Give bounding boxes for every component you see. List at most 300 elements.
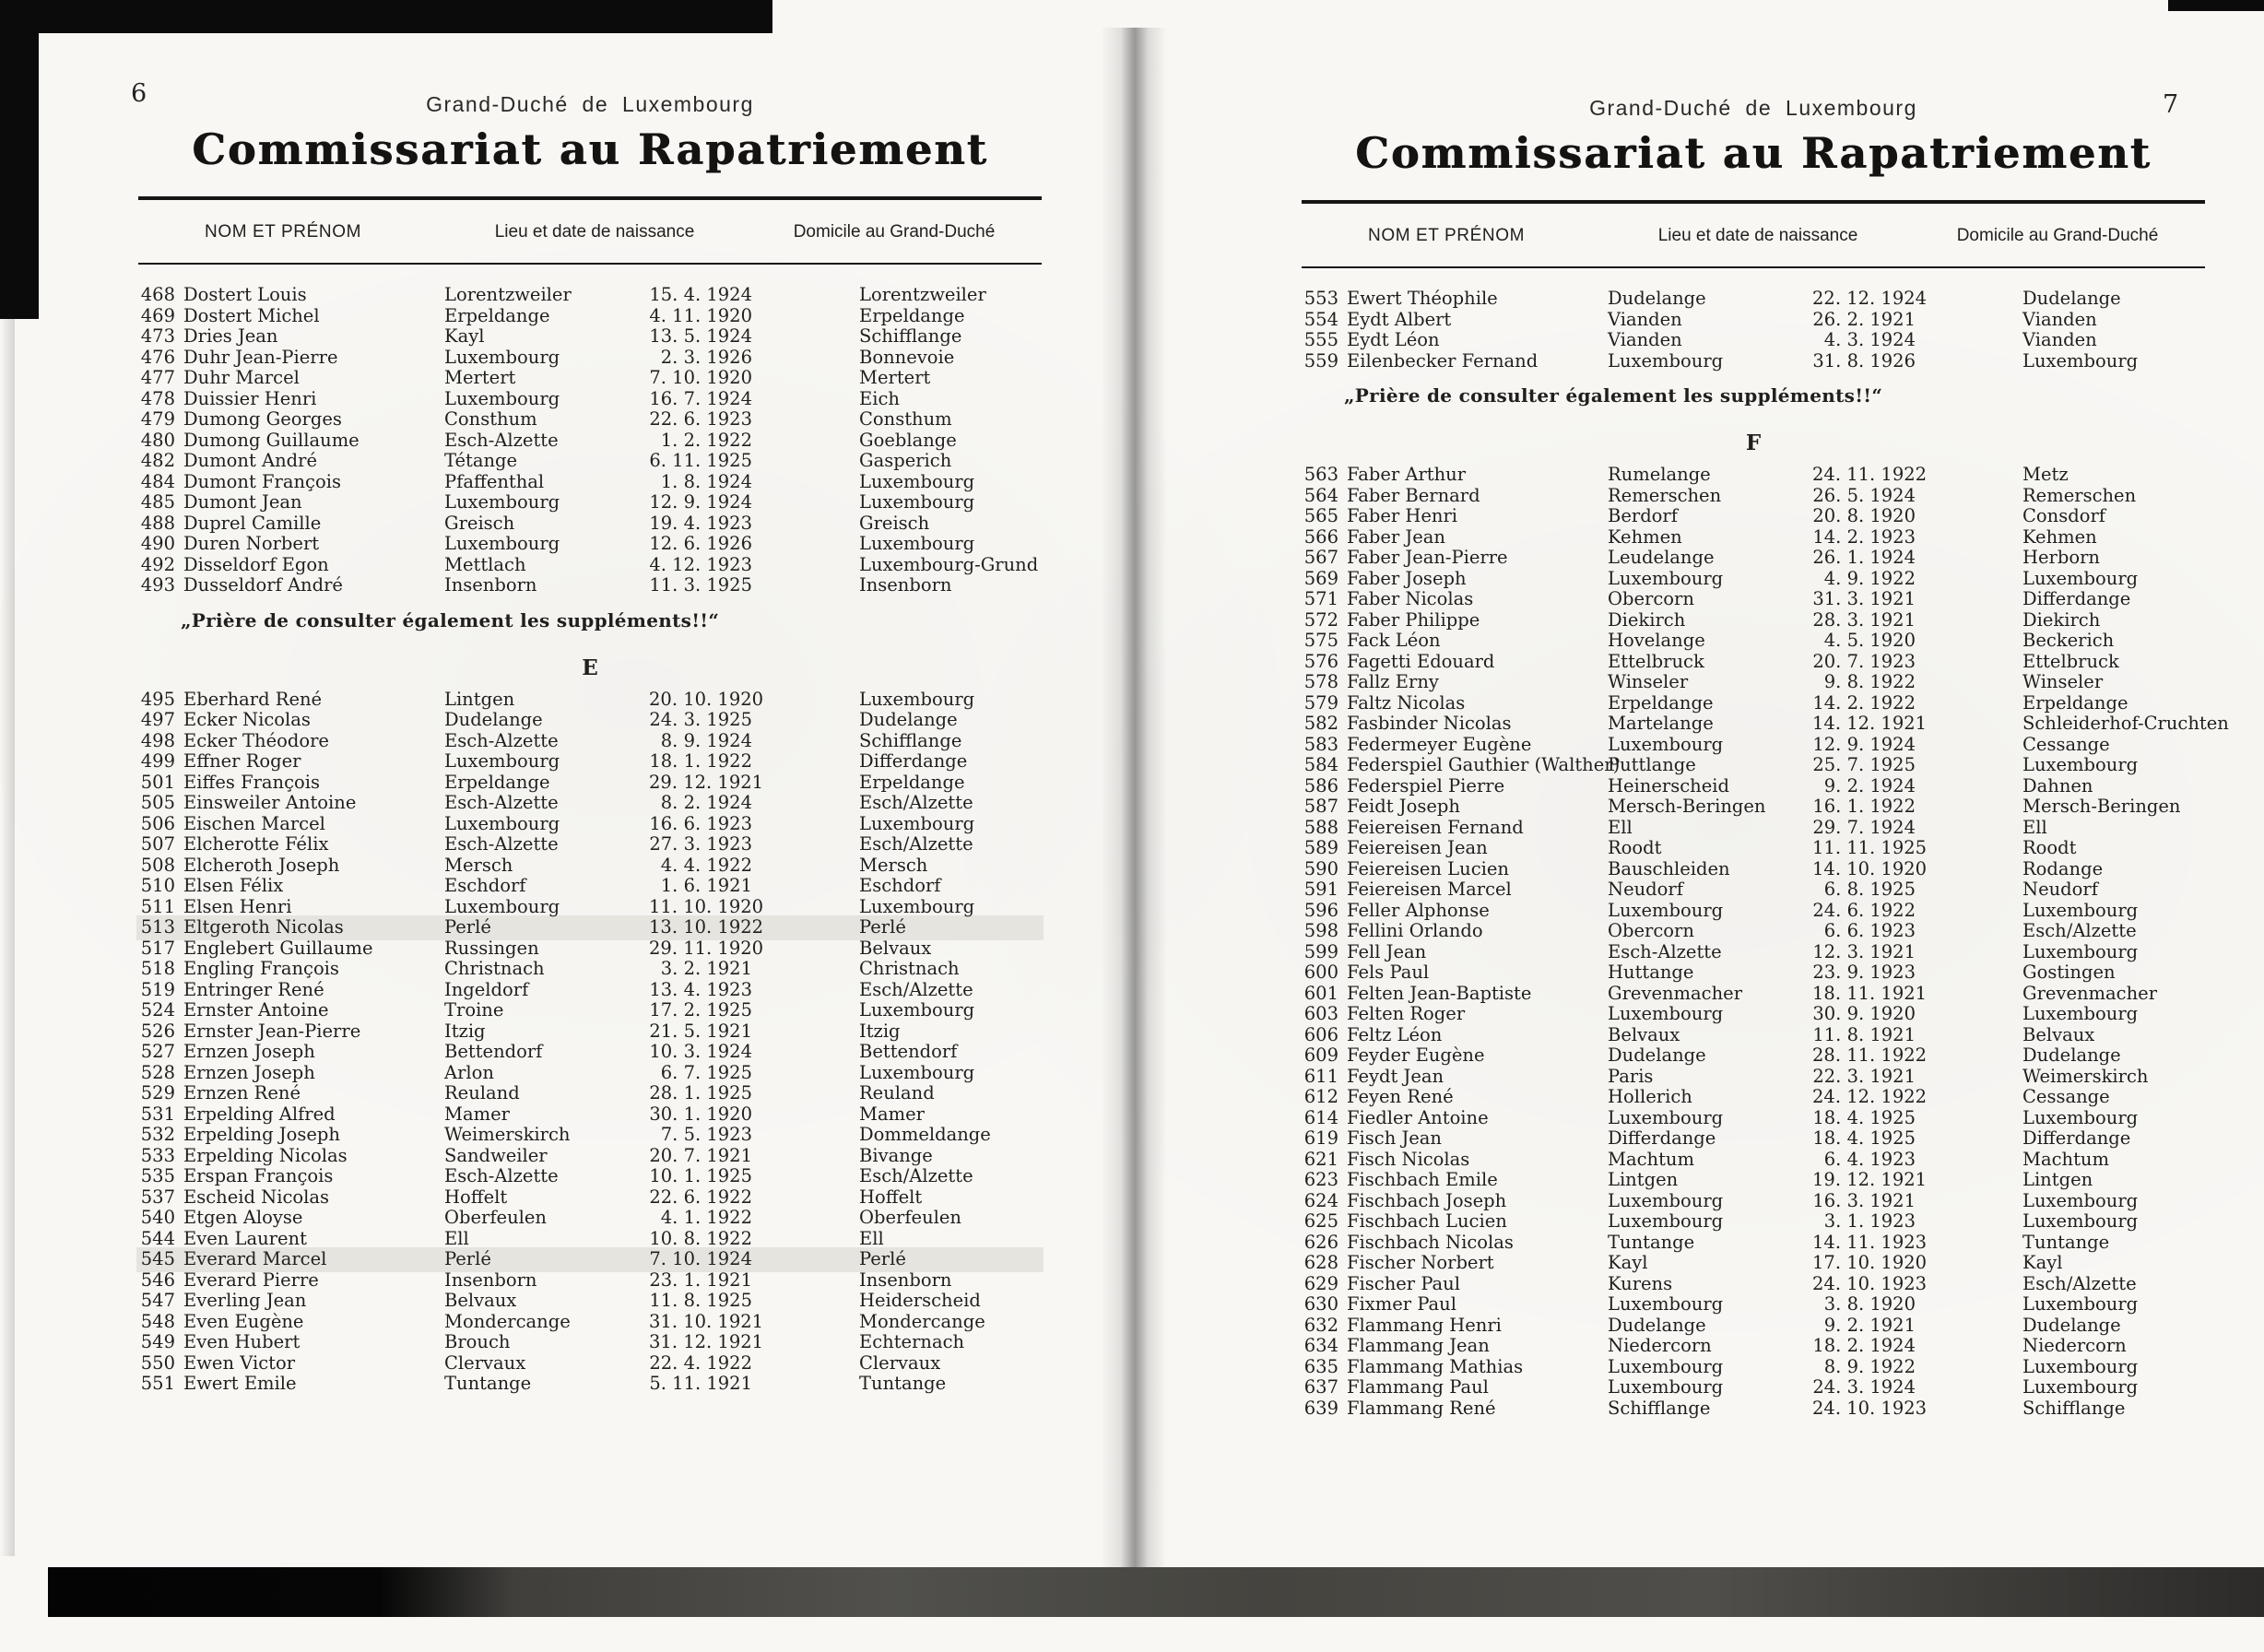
cell-date: 23. 1. 1921 <box>649 1268 752 1291</box>
cell-dom: Differdange <box>859 750 968 772</box>
cell-place: Hovelange <box>1608 630 1705 651</box>
cell-num: 590 <box>1303 857 1338 879</box>
cell-name: Flammang René <box>1347 1397 1496 1419</box>
cell-place: Russingen <box>444 937 539 959</box>
cell-date: 20. 8. 1920 <box>1812 505 1916 526</box>
cell-place: Insenborn <box>444 574 537 596</box>
cell-date: 25. 7. 1925 <box>1812 754 1916 775</box>
table-row <box>1302 506 2205 527</box>
cell-name: Dumont François <box>183 470 341 492</box>
cell-name: Eberhard René <box>183 688 323 710</box>
cell-date: 9. 8. 1922 <box>1823 671 1916 692</box>
cell-dom: Erpeldange <box>2022 691 2128 714</box>
cell-date: 26. 2. 1921 <box>1812 308 1916 330</box>
cell-place: Luxembourg <box>444 895 560 917</box>
cell-dom: Schifflange <box>859 325 962 347</box>
cell-name: Elsen Félix <box>183 875 284 896</box>
table-row <box>138 472 1042 493</box>
table-row <box>138 513 1042 535</box>
cell-place: Mertert <box>444 367 516 388</box>
cell-date: 1. 6. 1921 <box>660 875 752 896</box>
cell-name: Duhr Marcel <box>183 367 300 388</box>
table-body <box>138 265 1042 1395</box>
cell-date: 27. 3. 1923 <box>649 833 752 855</box>
cell-num: 603 <box>1303 1003 1338 1024</box>
cell-date: 26. 5. 1924 <box>1812 484 1916 506</box>
scan-artifact-top <box>0 0 772 33</box>
table-row <box>1302 1087 2205 1108</box>
cell-place: Dudelange <box>444 709 543 730</box>
table-row <box>1302 879 2205 901</box>
cell-name: Ewert Théophile <box>1347 288 1498 309</box>
cell-place: Luxembourg <box>1608 1210 1724 1232</box>
cell-dom: Lorentzweiler <box>859 284 986 305</box>
cell-date: 11. 10. 1920 <box>649 895 764 917</box>
cell-dom: Luxembourg <box>2022 1210 2139 1232</box>
cell-name: Ernzen Joseph <box>183 1041 315 1062</box>
cell-name: Engling François <box>183 958 339 979</box>
cell-date: 14. 2. 1923 <box>1812 525 1916 548</box>
cell-dom: Luxembourg <box>859 688 975 710</box>
cell-name: Feidt Joseph <box>1347 796 1460 817</box>
cell-dom: Ell <box>2022 816 2047 838</box>
cell-dom: Goeblange <box>859 429 957 451</box>
cell-num: 540 <box>140 1207 175 1228</box>
cell-num: 564 <box>1303 484 1338 506</box>
cell-num: 537 <box>140 1186 175 1208</box>
supplements-note: „Prière de consulter également les suppléments!!“ <box>1344 384 1883 407</box>
cell-dom: Dudelange <box>2022 288 2121 309</box>
cell-name: Ecker Nicolas <box>183 709 311 730</box>
cell-name: Feiereisen Lucien <box>1347 857 1509 879</box>
cell-num: 473 <box>140 325 175 347</box>
cell-name: Eilenbecker Fernand <box>1347 349 1539 372</box>
cell-name: Dostert Michel <box>183 304 320 326</box>
cell-num: 555 <box>1303 329 1338 350</box>
cell-num: 507 <box>140 833 175 855</box>
cell-place: Arlon <box>444 1061 494 1083</box>
cell-dom: Erpeldange <box>859 771 965 793</box>
cell-name: Faber Henri <box>1347 505 1458 526</box>
table-row <box>1302 569 2205 590</box>
cell-name: Einsweiler Antoine <box>183 792 357 813</box>
cell-name: Fischbach Joseph <box>1347 1189 1507 1211</box>
cell-place: Kayl <box>444 325 485 347</box>
cell-name: Escheid Nicolas <box>183 1186 330 1208</box>
cell-num: 526 <box>140 1020 175 1042</box>
cell-name: Elsen Henri <box>183 895 292 917</box>
cell-dom: Neudorf <box>2022 879 2098 900</box>
table-row <box>1302 838 2205 859</box>
cell-dom: Mertert <box>859 367 931 388</box>
table-row <box>138 1083 1042 1104</box>
cell-place: Luxembourg <box>1608 1293 1724 1315</box>
cell-place: Dudelange <box>1608 1044 1706 1066</box>
cell-place: Belvaux <box>444 1290 517 1311</box>
cell-place: Puttlange <box>1608 754 1696 775</box>
table-row <box>1302 351 2205 372</box>
table-row <box>1302 962 2205 984</box>
cell-place: Tuntange <box>1608 1231 1695 1253</box>
cell-num: 554 <box>1303 308 1338 330</box>
cell-name: Everard Marcel <box>183 1248 327 1269</box>
cell-name: Fischer Paul <box>1347 1272 1460 1294</box>
cell-date: 14. 11. 1923 <box>1812 1231 1928 1253</box>
table-row <box>1302 1150 2205 1171</box>
table-row <box>138 348 1042 369</box>
cell-dom: Ettelbruck <box>2022 650 2119 672</box>
cell-place: Bauschleiden <box>1608 857 1730 879</box>
cell-dom: Roodt <box>2022 837 2077 858</box>
cell-dom: Itzig <box>859 1020 901 1042</box>
cell-place: Belvaux <box>1608 1023 1680 1045</box>
cell-name: Dumont André <box>183 450 318 471</box>
cell-name: Feller Alphonse <box>1347 899 1490 921</box>
cell-name: Ecker Théodore <box>183 729 329 751</box>
cell-place: Luxembourg <box>1608 733 1724 755</box>
cell-dom: Luxembourg <box>859 491 975 513</box>
cell-dom: Bonnevoie <box>859 346 955 368</box>
book-gutter-shadow <box>1101 28 1167 1567</box>
cell-num: 598 <box>1303 920 1338 941</box>
table-row <box>1302 465 2205 486</box>
cell-date: 10. 3. 1924 <box>649 1041 752 1062</box>
cell-date: 4. 9. 1922 <box>1823 567 1916 589</box>
cell-dom: Dudelange <box>2022 1314 2121 1336</box>
page-number-left: 6 <box>131 79 147 108</box>
table-header <box>1302 200 2205 268</box>
table-row <box>138 1063 1042 1084</box>
cell-num: 524 <box>140 999 175 1021</box>
cell-dom: Luxembourg <box>2022 754 2139 775</box>
table-row <box>138 555 1042 576</box>
cell-place: Luxembourg <box>1608 1003 1724 1024</box>
cell-dom: Eich <box>859 387 900 409</box>
cell-num: 579 <box>1303 691 1338 714</box>
cell-dom: Gostingen <box>2022 962 2116 983</box>
cell-dom: Luxembourg <box>859 895 975 917</box>
cell-place: Luxembourg <box>444 387 560 409</box>
cell-place: Perlé <box>444 916 491 938</box>
cell-place: Vianden <box>1608 308 1682 330</box>
cell-num: 544 <box>140 1227 175 1249</box>
cell-name: Fischbach Lucien <box>1347 1210 1507 1232</box>
cell-date: 7. 5. 1923 <box>660 1124 752 1145</box>
cell-name: Fiedler Antoine <box>1347 1106 1489 1128</box>
cell-date: 4. 3. 1924 <box>1823 329 1916 350</box>
cell-place: Ettelbruck <box>1608 650 1704 672</box>
cell-date: 20. 7. 1921 <box>649 1144 752 1166</box>
cell-num: 493 <box>140 574 175 596</box>
cell-num: 548 <box>140 1310 175 1332</box>
cell-date: 29. 11. 1920 <box>649 937 764 959</box>
table-row <box>1302 527 2205 549</box>
cell-date: 11. 8. 1921 <box>1812 1023 1916 1045</box>
cell-date: 24. 10. 1923 <box>1812 1272 1928 1294</box>
cell-dom: Schifflange <box>859 729 962 751</box>
cell-name: Fellini Orlando <box>1347 920 1483 941</box>
cell-place: Rumelange <box>1608 464 1711 485</box>
cell-place: Paris <box>1608 1065 1654 1087</box>
cell-num: 606 <box>1303 1023 1338 1045</box>
scan-artifact-left <box>0 0 39 319</box>
cell-place: Remerschen <box>1608 484 1722 506</box>
cell-num: 510 <box>140 875 175 896</box>
column-header-nom: NOM ET PRÉNOM <box>205 222 362 242</box>
cell-num: 600 <box>1303 962 1338 983</box>
cell-dom: Luxembourg-Grund <box>859 553 1039 575</box>
table-row <box>138 409 1042 431</box>
cell-num: 498 <box>140 729 175 751</box>
cell-num: 478 <box>140 387 175 409</box>
table-row <box>138 534 1042 555</box>
table-row <box>1302 330 2205 351</box>
cell-place: Consthum <box>444 408 537 430</box>
cell-place: Greisch <box>444 512 515 534</box>
cell-num: 490 <box>140 533 175 554</box>
cell-num: 497 <box>140 709 175 730</box>
cell-place: Luxembourg <box>1608 1376 1724 1398</box>
cell-num: 484 <box>140 470 175 492</box>
table-row <box>138 306 1042 327</box>
cell-dom: Insenborn <box>859 574 952 596</box>
cell-dom: Reuland <box>859 1082 935 1103</box>
cell-date: 3. 2. 1921 <box>660 958 752 979</box>
cell-num: 572 <box>1303 608 1338 631</box>
cell-name: Flammang Jean <box>1347 1335 1490 1356</box>
cell-name: Erpelding Nicolas <box>183 1144 348 1166</box>
cell-dom: Greisch <box>859 512 930 534</box>
table-row <box>1302 672 2205 693</box>
cell-date: 31. 10. 1921 <box>649 1310 764 1332</box>
cell-num: 527 <box>140 1041 175 1062</box>
table-row <box>1302 1128 2205 1150</box>
cell-num: 479 <box>140 408 175 430</box>
cell-place: Eschdorf <box>444 875 526 896</box>
cell-date: 22. 6. 1923 <box>649 408 752 430</box>
table-row <box>138 1270 1042 1292</box>
table-row <box>138 1249 1042 1270</box>
cell-date: 31. 3. 1921 <box>1812 588 1916 609</box>
cell-place: Luxembourg <box>444 346 560 368</box>
cell-date: 5. 11. 1921 <box>649 1373 752 1394</box>
cell-name: Eischen Marcel <box>183 812 325 834</box>
cell-place: Vianden <box>1608 329 1682 350</box>
table-row <box>1302 1108 2205 1129</box>
scan-artifact-bottom <box>48 1567 2264 1617</box>
cell-dom: Luxembourg <box>2022 1106 2139 1128</box>
table-row <box>1302 796 2205 818</box>
cell-num: 488 <box>140 512 175 534</box>
cell-dom: Eschdorf <box>859 875 941 896</box>
table-row <box>138 1332 1042 1353</box>
table-row <box>138 1166 1042 1187</box>
cell-name: Eydt Léon <box>1347 329 1440 350</box>
page-title: Commissariat au Rapatriement <box>1355 128 2152 178</box>
cell-num: 634 <box>1303 1335 1338 1356</box>
cell-dom: Oberfeulen <box>859 1207 961 1228</box>
cell-place: Obercorn <box>1608 588 1694 609</box>
cell-place: Dudelange <box>1608 288 1706 309</box>
cell-date: 28. 1. 1925 <box>649 1082 752 1103</box>
page-number-right: 7 <box>2163 90 2179 119</box>
cell-dom: Weimerskirch <box>2022 1065 2149 1087</box>
column-header-domicile: Domicile au Grand-Duché <box>1956 226 2159 245</box>
cell-name: Fisch Jean <box>1347 1127 1442 1149</box>
register-table <box>138 196 1042 1395</box>
table-row <box>138 368 1042 389</box>
cell-num: 495 <box>140 688 175 710</box>
cell-date: 18. 2. 1924 <box>1812 1335 1916 1356</box>
cell-num: 476 <box>140 346 175 368</box>
table-row <box>138 710 1042 731</box>
cell-name: Dumont Jean <box>183 491 302 513</box>
table-row <box>1302 1377 2205 1398</box>
cell-place: Differdange <box>1608 1127 1716 1149</box>
table-row <box>1302 1253 2205 1274</box>
cell-date: 7. 10. 1924 <box>649 1248 752 1269</box>
cell-num: 587 <box>1303 796 1338 817</box>
table-row <box>138 575 1042 596</box>
table-row <box>138 1187 1042 1209</box>
cell-dom: Luxembourg <box>859 470 975 492</box>
table-row <box>1302 818 2205 839</box>
cell-date: 18. 4. 1925 <box>1812 1106 1916 1128</box>
table-row <box>138 876 1042 897</box>
cell-name: Fasbinder Nicolas <box>1347 713 1512 734</box>
table-row <box>1302 1233 2205 1254</box>
cell-dom: Luxembourg <box>2022 899 2139 921</box>
table-row <box>138 814 1042 835</box>
cell-num: 635 <box>1303 1355 1338 1377</box>
cell-place: Luxembourg <box>1608 899 1724 921</box>
cell-num: 546 <box>140 1268 175 1291</box>
cell-name: Eiffes François <box>183 771 321 793</box>
cell-name: Faber Bernard <box>1347 484 1480 506</box>
table-row <box>138 1208 1042 1229</box>
cell-dom: Luxembourg <box>2022 567 2139 589</box>
cell-date: 24. 10. 1923 <box>1812 1397 1928 1419</box>
cell-dom: Differdange <box>2022 588 2131 609</box>
cell-place: Esch-Alzette <box>444 792 559 813</box>
cell-place: Tétange <box>444 450 518 471</box>
table-row <box>1302 1274 2205 1295</box>
cell-name: Entringer René <box>183 978 324 1000</box>
cell-name: Feiereisen Marcel <box>1347 879 1512 900</box>
table-row <box>1302 652 2205 673</box>
cell-date: 14. 2. 1922 <box>1812 691 1916 714</box>
cell-num: 632 <box>1303 1314 1338 1336</box>
cell-date: 28. 11. 1922 <box>1812 1044 1928 1066</box>
cell-date: 23. 9. 1923 <box>1812 962 1916 983</box>
cell-name: Faber Jean-Pierre <box>1347 547 1508 568</box>
cell-num: 584 <box>1303 754 1338 775</box>
cell-date: 20. 7. 1923 <box>1812 650 1916 672</box>
cell-place: Niedercorn <box>1608 1335 1712 1356</box>
cell-place: Luxembourg <box>444 750 560 772</box>
cell-place: Erpeldange <box>444 771 550 793</box>
cell-num: 518 <box>140 958 175 979</box>
cell-dom: Belvaux <box>859 937 932 959</box>
table-row <box>1302 859 2205 880</box>
cell-name: Flammang Mathias <box>1347 1355 1524 1377</box>
cell-dom: Schleiderhof-Cruchten <box>2022 713 2229 734</box>
table-row <box>1302 1067 2205 1088</box>
page-title: Commissariat au Rapatriement <box>192 124 988 174</box>
cell-dom: Tuntange <box>2022 1231 2110 1253</box>
cell-name: Dostert Louis <box>183 284 307 305</box>
cell-num: 628 <box>1303 1252 1338 1273</box>
cell-dom: Dahnen <box>2022 774 2093 796</box>
cell-place: Mondercange <box>444 1310 571 1332</box>
cell-name: Fischer Norbert <box>1347 1252 1494 1273</box>
cell-num: 513 <box>140 916 175 938</box>
cell-dom: Bettendorf <box>859 1041 958 1062</box>
cell-place: Esch-Alzette <box>444 833 559 855</box>
cell-place: Mettlach <box>444 553 526 575</box>
cell-date: 13. 5. 1924 <box>649 325 752 347</box>
cell-date: 24. 6. 1922 <box>1812 899 1916 921</box>
table-row <box>138 451 1042 472</box>
cell-name: Faber Joseph <box>1347 567 1467 589</box>
cell-place: Luxembourg <box>1608 567 1724 589</box>
cell-dom: Echternach <box>859 1331 965 1352</box>
table-row <box>138 389 1042 410</box>
table-row <box>138 834 1042 856</box>
cell-name: Fixmer Paul <box>1347 1293 1456 1315</box>
table-row <box>1302 776 2205 797</box>
cell-num: 582 <box>1303 713 1338 734</box>
cell-num: 531 <box>140 1103 175 1125</box>
table-row <box>1302 713 2229 735</box>
cell-date: 9. 2. 1921 <box>1823 1314 1916 1336</box>
cell-num: 588 <box>1303 816 1338 838</box>
cell-name: Feyen René <box>1347 1086 1454 1107</box>
cell-num: 566 <box>1303 525 1338 548</box>
cell-num: 533 <box>140 1144 175 1166</box>
table-row <box>138 1374 1042 1395</box>
cell-num: 499 <box>140 750 175 772</box>
cell-place: Clervaux <box>444 1351 526 1374</box>
cell-num: 619 <box>1303 1127 1338 1149</box>
cell-date: 13. 10. 1922 <box>649 916 764 938</box>
cell-dom: Cessange <box>2022 733 2110 755</box>
cell-place: Brouch <box>444 1331 511 1352</box>
cell-dom: Niedercorn <box>2022 1335 2127 1356</box>
table-row <box>1302 693 2205 714</box>
cell-place: Tuntange <box>444 1373 532 1394</box>
table-row <box>138 917 1042 938</box>
cell-dom: Insenborn <box>859 1268 952 1291</box>
section-letter: E <box>582 655 598 680</box>
cell-dom: Luxembourg <box>2022 940 2139 962</box>
table-row <box>138 431 1042 452</box>
cell-name: Feiereisen Jean <box>1347 837 1488 858</box>
cell-dom: Esch/Alzette <box>859 978 973 1000</box>
column-header-naissance: Lieu et date de naissance <box>494 222 695 242</box>
cell-name: Federspiel Pierre <box>1347 774 1505 796</box>
cell-dom: Mersch-Beringen <box>2022 796 2181 817</box>
cell-date: 3. 1. 1923 <box>1823 1210 1916 1232</box>
page-right <box>1302 85 2229 1419</box>
cell-place: Luxembourg <box>1608 1355 1724 1377</box>
cell-num: 589 <box>1303 837 1338 858</box>
cell-place: Bettendorf <box>444 1041 543 1062</box>
cell-name: Fallz Erny <box>1347 671 1439 692</box>
cell-name: Federmeyer Eugène <box>1347 733 1532 755</box>
table-row <box>138 856 1042 877</box>
table-body <box>1302 268 2229 1419</box>
